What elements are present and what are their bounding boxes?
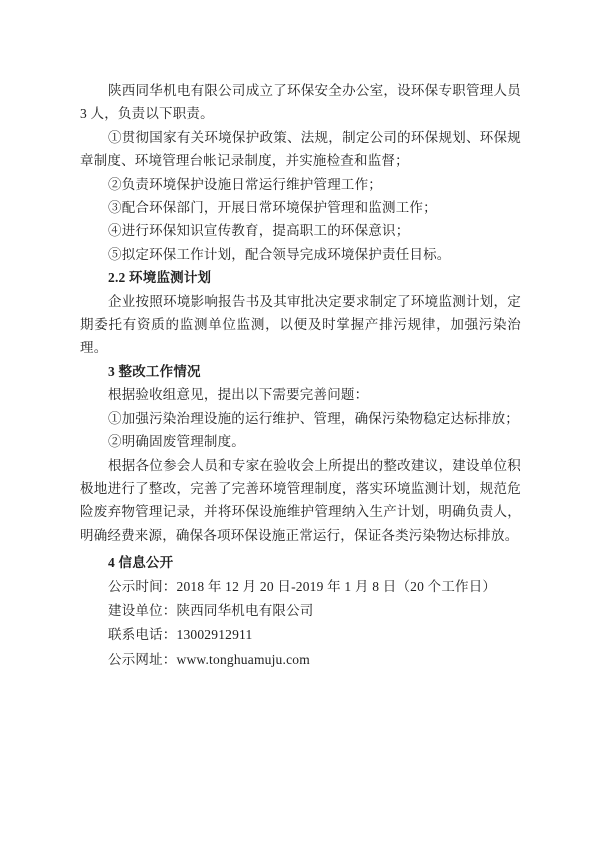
rectification-intro-paragraph: 根据验收组意见，提出以下需要完善问题： <box>108 387 369 403</box>
section-heading-information-disclosure: 4 信息公开 <box>108 555 174 571</box>
section-heading-rectification-work: 3 整改工作情况 <box>108 363 201 379</box>
intro-paragraph: 陕西同华机电有限公司成立了环保安全办公室，设环保专职管理人员 3 人，负责以下职责。 <box>80 83 521 122</box>
monitoring-plan-paragraph: 企业按照环境影响报告书及其审批决定要求制定了环境监测计划，定期委托有资质的监测单位监测，以便及时掌握产排污规律，加强污染治理。 <box>80 293 521 356</box>
duty-item-5: ⑤拟定环保工作计划，配合领导完成环境保护责任目标。 <box>108 246 451 262</box>
publicity-period-line: 公示时间：2018 年 12 月 20 日-2019 年 1 月 8 日（20 个工作日） <box>108 578 497 594</box>
duty-item-4: ④进行环保知识宣传教育，提高职工的环保意识； <box>108 223 410 239</box>
rectification-issue-1: ①加强污染治理设施的运行维护、管理，确保污染物稳定达标排放； <box>108 410 519 426</box>
duty-item-1: ①贯彻国家有关环境保护政策、法规，制定公司的环保规划、环保规章制度、环境管理台帐记录制度，并实施检查和监督； <box>80 129 521 169</box>
section-heading-environment-monitoring-plan: 2.2 环境监测计划 <box>108 270 212 286</box>
contact-phone-line: 联系电话：13002912911 <box>108 627 253 643</box>
rectification-issue-2: ②明确固废管理制度。 <box>108 434 245 450</box>
duty-item-2: ②负责环境保护设施日常运行维护管理工作； <box>108 176 382 192</box>
duty-item-3: ③配合环保部门，开展日常环境保护管理和监测工作； <box>108 200 437 216</box>
rectification-summary-paragraph: 根据各位参会人员和专家在验收会上所提出的整改建议，建设单位积极地进行了整改，完善了完善环境管理制度，落实环境监测计划，规范危险废弃物管理记录，并将环保设施维护管理纳入生产计划，明确负责人，明确经费来源，确保各项环保设施正常运行，保证各类污染物达标排放。 <box>80 457 521 543</box>
construction-unit-line: 建设单位：陕西同华机电有限公司 <box>108 602 314 618</box>
publicity-website-line: 公示网址：www.tonghuamuju.com <box>108 651 310 667</box>
